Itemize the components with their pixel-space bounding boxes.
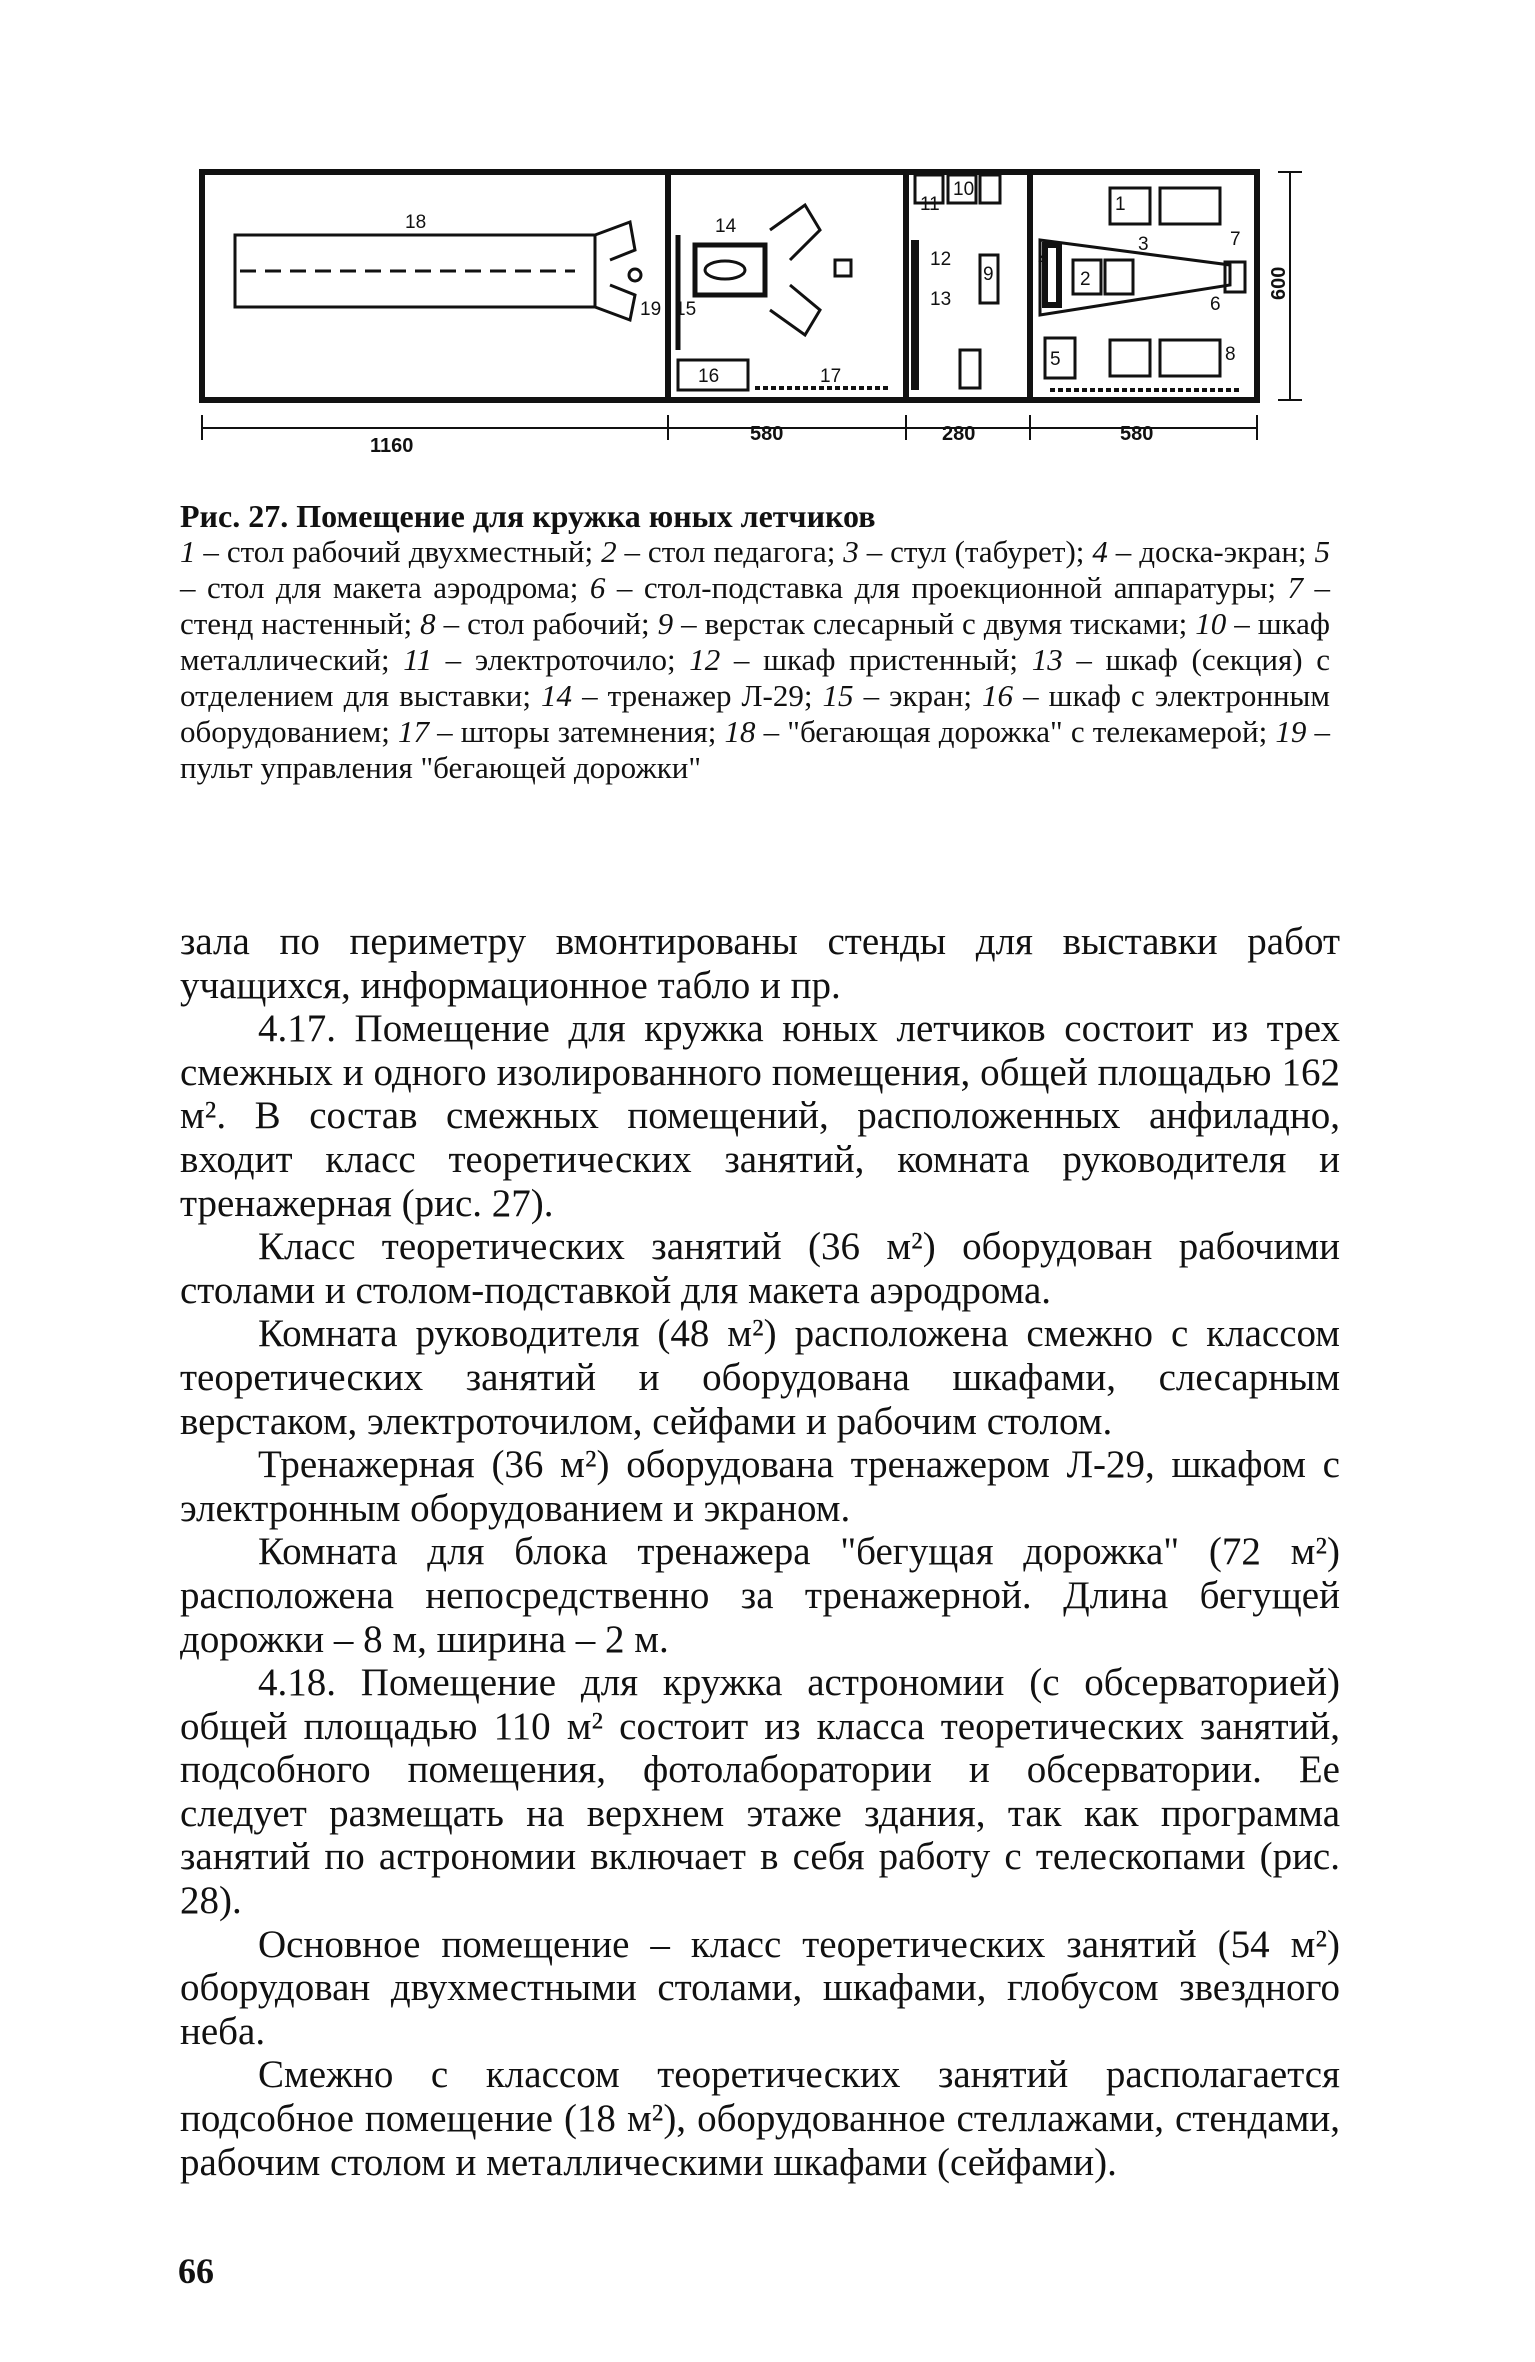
legend-number: 3 [843,534,859,569]
callout-number: 8 [1225,344,1236,365]
legend-text: – шторы затемнения; [429,714,725,749]
dimension-label: 600 [1268,266,1290,300]
legend-text: – стенд настенный; [180,570,1330,641]
legend-text: – стул (табурет); [858,534,1093,569]
dimension-label: 280 [942,423,976,445]
legend-text: – стол для макета аэродрома; [180,570,590,605]
legend-number: 9 [657,606,674,641]
legend-number: 11 [403,642,432,677]
callout-number: 7 [1230,229,1241,250]
legend-text: – шкаф (секция) с отделением для выставки; [180,642,1330,713]
paragraph: 4.17. Помещение для кружка юных летчиков состоит из трех смежных и одного изолированного помещения, общей площадью 162 м². В состав смежных помещений, расположенных анфиладно, входит класс теоретических занятий, комната руководителя и тренажерная (рис. 27). [180,1007,1340,1225]
callout-number: 19 [640,299,662,320]
legend-text: – электроточило; [431,642,690,677]
paragraph: 4.18. Помещение для кружка астрономии (с обсерваторией) общей площадью 110 м² состоит из класса теоретических занятий, подсобного помещения, фотолаборатории и обсерватории. Ее следует размещать на верхнем этаже здания, так как программа занятий по астрономии включает в себя работу с телескопами (рис. 28). [180,1661,1340,1923]
callout-number: 2 [1080,269,1091,290]
legend-text: – экран; [853,678,983,713]
legend-text: – верстак слесарный с двумя тисками; [673,606,1196,641]
legend-number: 5 [1314,534,1330,569]
callout-number: 5 [1050,349,1061,370]
legend-number: 7 [1287,570,1304,605]
body-text [180,920,1340,2184]
figure-caption [180,498,1330,786]
legend-text: – доска-экран; [1107,534,1315,569]
legend-text: – "бегающая дорожка" с телекамерой; [755,714,1276,749]
callout-number: 9 [983,264,994,285]
paragraph: Комната руководителя (48 м²) расположена смежно с классом теоретических занятий и оборудована шкафами, слесарным верстаком, электроточилом, сейфами и рабочим столом. [180,1312,1340,1443]
callout-number: 13 [930,289,952,310]
paragraph: Класс теоретических занятий (36 м²) оборудован рабочими столами и столом-подставкой для макета аэродрома. [180,1225,1340,1312]
legend-text: – шкаф с электронным оборудованием; [180,678,1331,749]
callout-number: 17 [820,366,842,387]
callout-number: 15 [675,299,697,320]
legend-number: 14 [541,678,573,713]
legend-text: – тренажер Л-29; [572,678,823,713]
callout-number: 18 [405,212,427,233]
paragraph: зала по периметру вмонтированы стенды для выставки работ учащихся, информационное табло и пр. [180,920,1340,1007]
dimension-label: 580 [750,423,784,445]
paragraph: Основное помещение – класс теоретических занятий (54 м²) оборудован двухместными столами, шкафами, глобусом звездного неба. [180,1922,1340,2053]
legend-number: 17 [398,714,429,749]
legend-text: – стол педагога; [616,534,844,569]
paragraph: Смежно с классом теоретических занятий располагается подсобное помещение (18 м²), оборудованное стеллажами, стендами, рабочим столом и металлическими шкафами (сейфами). [180,2053,1340,2184]
callout-number: 16 [698,366,720,387]
callout-number: 11 [920,194,940,215]
caption-legend [180,534,1330,785]
legend-text: – шкаф металлический; [180,606,1330,677]
legend-number: 2 [601,534,617,569]
legend-number: 10 [1195,606,1227,641]
caption-title: Рис. 27. Помещение для кружка юных летчиков [180,498,876,534]
legend-number: 12 [689,642,721,677]
floor-plan-figure [190,150,1320,460]
legend-number: 8 [420,606,436,641]
legend-number: 16 [982,678,1014,713]
legend-text: – стол-подставка для проекционной аппаратуры; [605,570,1288,605]
paragraph: Тренажерная (36 м²) оборудована тренажером Л-29, шкафом с электронным оборудованием и экраном. [180,1443,1340,1530]
callout-number: 4 [1038,249,1049,270]
callout-number: 12 [930,249,952,270]
callout-number: 10 [953,179,975,200]
legend-number: 18 [724,714,756,749]
paragraph: Комната для блока тренажера "бегущая дорожка" (72 м²) расположена непосредственно за тренажерной. Длина бегущей дорожки – 8 м, ширина – 2 м. [180,1530,1340,1661]
legend-number: 15 [822,678,854,713]
callout-number: 6 [1210,294,1221,315]
legend-number: 19 [1275,714,1307,749]
page-number: 66 [178,2251,214,2291]
legend-number: 13 [1031,642,1063,677]
legend-text: – стол рабочий двухместный; [195,534,602,569]
dimension-label: 580 [1120,423,1154,445]
legend-number: 4 [1092,534,1108,569]
legend-number: 6 [589,570,606,605]
legend-text: – стол рабочий; [435,606,658,641]
legend-text: – шкаф пристенный; [720,642,1032,677]
callout-number: 14 [715,216,737,237]
callout-number: 3 [1138,234,1149,255]
callout-number: 1 [1115,194,1126,215]
legend-text: – пульт управления "бегающей дорожки" [180,714,1331,785]
legend-number: 1 [180,534,196,569]
dimension-label: 1160 [370,435,414,457]
